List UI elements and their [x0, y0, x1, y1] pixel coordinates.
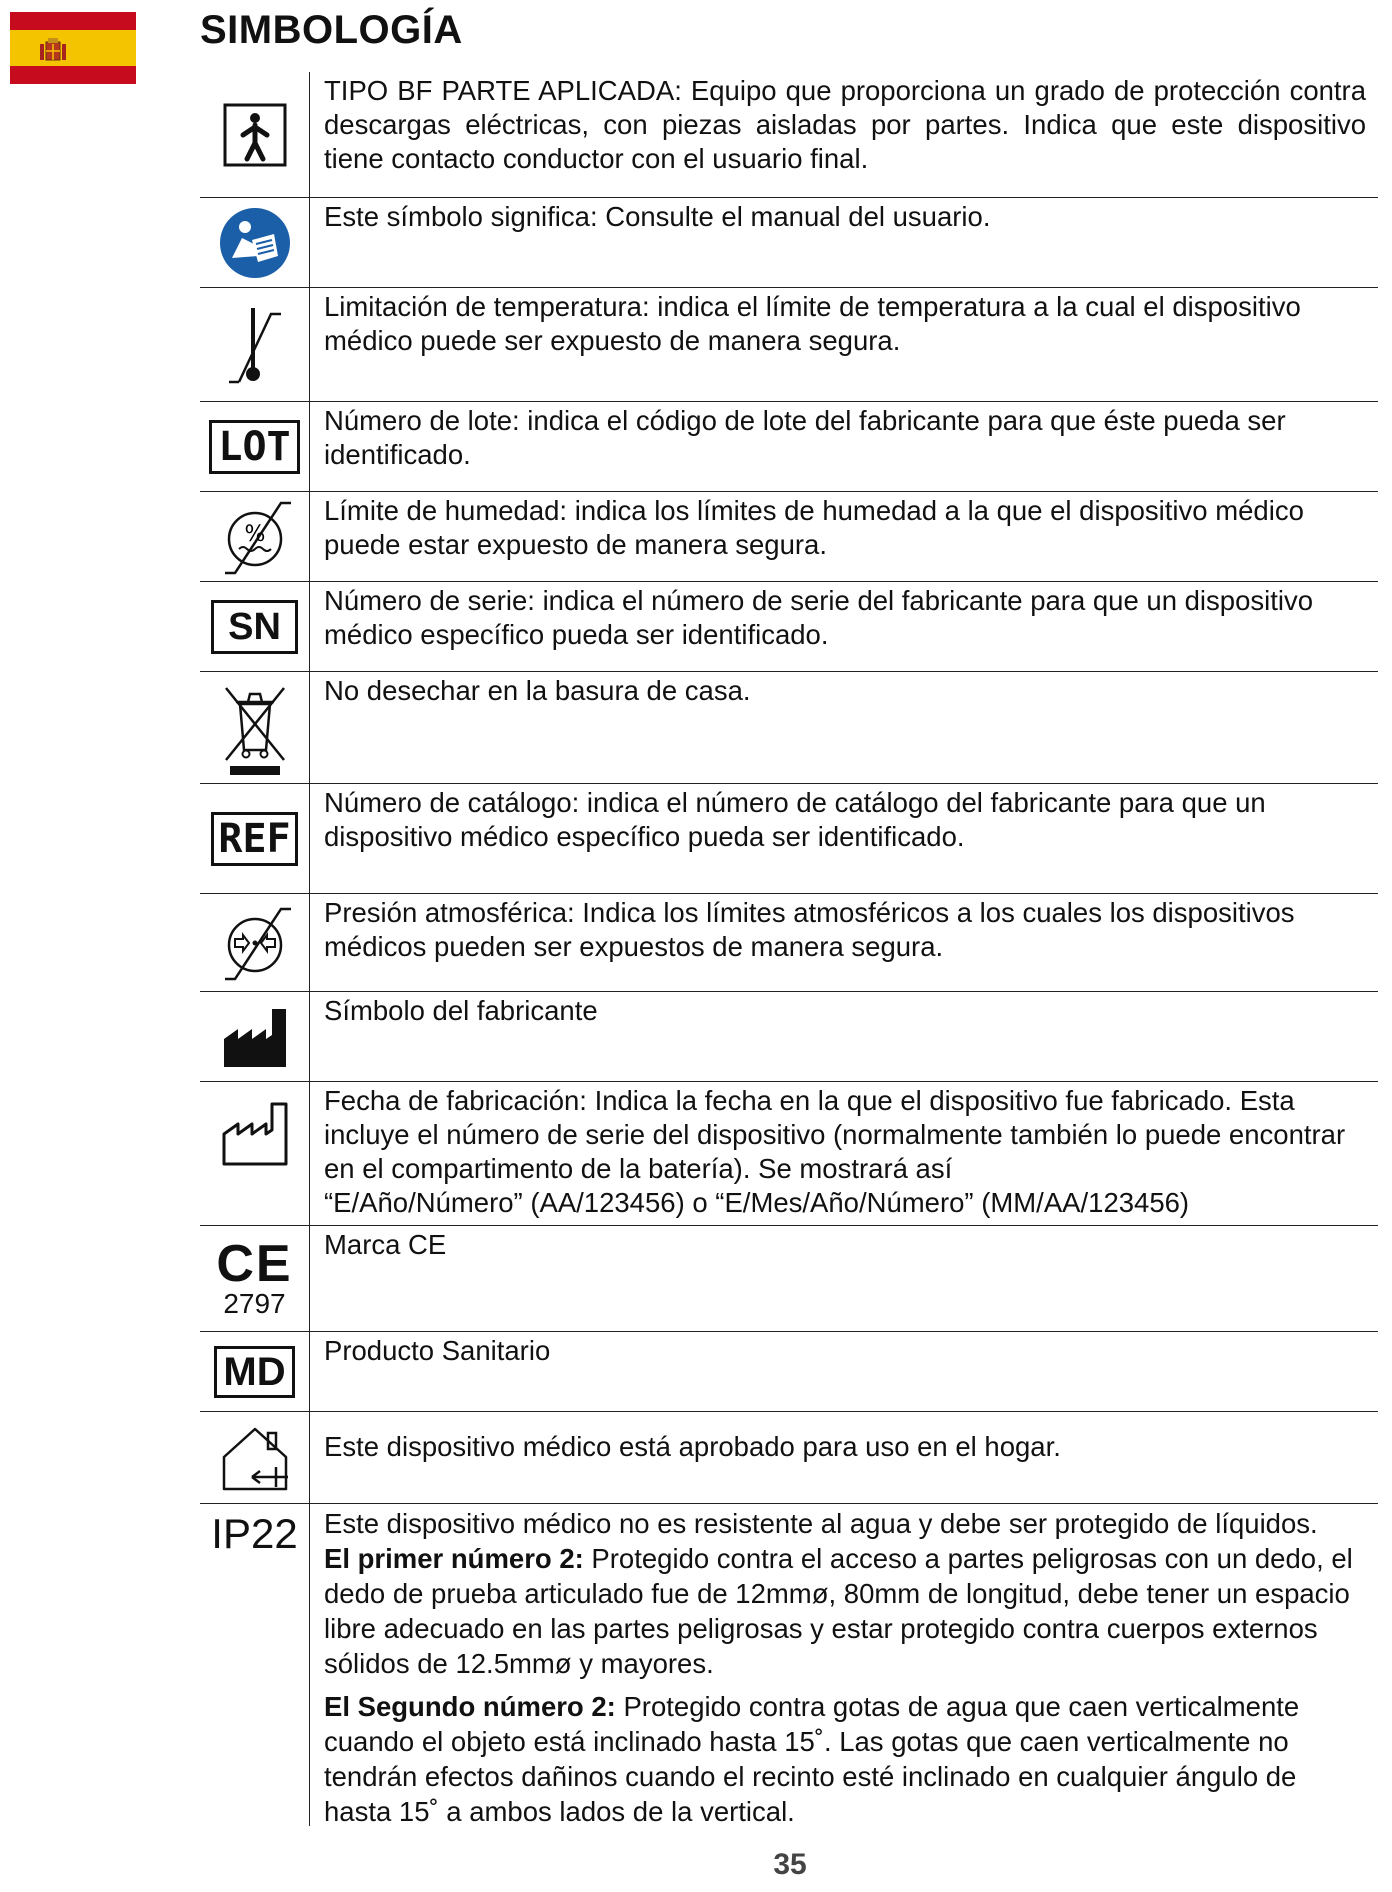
ip22-first-heading: El primer número 2:: [324, 1543, 584, 1574]
svg-text:%: %: [244, 521, 265, 547]
ip22-label: IP22: [211, 1510, 298, 1557]
lot-icon: [200, 402, 310, 491]
serial-number-icon: [200, 582, 310, 671]
symbol-description: Este dispositivo médico está aprobado para uso en el hogar.: [324, 1431, 1061, 1462]
humidity-limit-icon: [200, 492, 310, 581]
temperature-limit-icon: [200, 288, 310, 401]
symbol-description: Número de serie: indica el número de serie del fabricante para que un dispositivo médico específico pueda ser identificado.: [324, 585, 1314, 650]
ip22-first-text: Protegido contra el acceso a partes peligrosas con un dedo, el dedo de prueba articulado fue de 12mmø, 80mm de longitud, debe tener un espacio libre adecuado en las partes peligrosas y estar protegido contra cuerpos externos sólidos de 12.5mmø y mayores.: [324, 1543, 1353, 1679]
atmospheric-pressure-icon: [200, 894, 310, 991]
symbol-description: Número de lote: indica el código de lote del fabricante para que éste pueda ser identificado.: [324, 405, 1286, 470]
ce-label: CE: [216, 1234, 293, 1293]
symbol-row-manual: [200, 198, 1378, 288]
md-label: MD: [214, 1346, 294, 1398]
symbol-row-manufacture-date: [200, 1082, 1378, 1226]
symbol-description: [310, 1082, 1378, 1225]
symbol-row-pressure: [200, 894, 1378, 992]
symbol-description: [310, 1504, 1378, 1826]
ip22-icon: [200, 1504, 310, 1826]
symbol-row-weee: [200, 672, 1378, 784]
manufacture-date-format: “E/Año/Número” (AA/123456) o “E/Mes/Año/Número” (MM/AA/123456): [324, 1187, 1190, 1218]
type-bf-applied-part-icon: [200, 72, 310, 197]
spain-flag: [10, 12, 136, 84]
symbol-row-serial: [200, 582, 1378, 672]
ip22-second-text: Protegido contra gotas de agua que caen verticalmente cuando el objeto está inclinado hasta 15˚. Las gotas que caen verticalmente no tendrán efectos dañinos cuando el recinto esté inclinado en cualquier ángulo de hasta 15˚ a ambos lados de la vertical.: [324, 1691, 1300, 1827]
lot-label: LOT: [209, 420, 299, 474]
symbol-row-manufacturer: [200, 992, 1378, 1082]
symbol-description: TIPO BF PARTE APLICADA: Equipo que proporciona un grado de protección contra descargas eléctricas, con piezas aisladas por partes. Indica que este dispositivo tiene contacto conductor con el usuario final.: [324, 75, 1366, 174]
ip22-second-digit: [324, 1689, 1366, 1829]
page-title: SIMBOLOGÍA: [200, 8, 463, 52]
symbol-row-lot: [200, 402, 1378, 492]
symbol-row-home: [200, 1412, 1378, 1504]
weee-bin-icon: [200, 672, 310, 783]
symbol-description: Limitación de temperatura: indica el límite de temperatura a la cual el dispositivo médico puede ser expuesto de manera segura.: [324, 291, 1301, 356]
sn-label: SN: [211, 600, 298, 654]
symbol-description: Este símbolo significa: Consulte el manual del usuario.: [324, 201, 991, 232]
ce-notified-body: 2797: [223, 1287, 286, 1319]
home-use-icon: [200, 1412, 310, 1503]
manufacture-date-text: Fecha de fabricación: Indica la fecha en la que el dispositivo fue fabricado. Esta incluye el número de serie del dispositivo (normalmente también lo puede encontrar en el compartimento de la batería). Se mostrará así: [324, 1085, 1346, 1184]
symbol-description: Número de catálogo: indica el número de catálogo del fabricante para que un dispositivo médico específico pueda ser identificado.: [324, 787, 1266, 852]
ce-mark-icon: [200, 1226, 310, 1331]
symbol-row-humidity: [200, 492, 1378, 582]
symbol-description: Límite de humedad: indica los límites de humedad a la que el dispositivo médico puede estar expuesto de manera segura.: [324, 495, 1304, 560]
page-number: 35: [773, 1848, 807, 1881]
symbol-description: Presión atmosférica: Indica los límites atmosféricos a los cuales los dispositivos médicos pueden ser expuestos de manera segura.: [324, 897, 1295, 962]
ip22-second-heading: El Segundo número 2:: [324, 1691, 616, 1722]
ref-label: REF: [211, 812, 297, 866]
manufacturer-icon: [200, 992, 310, 1081]
symbol-description: Producto Sanitario: [324, 1335, 551, 1366]
symbol-row-bf: [200, 72, 1378, 198]
manufacture-date-icon: [200, 1082, 310, 1225]
ref-icon: [200, 784, 310, 893]
symbol-description: Marca CE: [324, 1229, 447, 1260]
symbols-table: [200, 72, 1378, 1826]
symbol-row-md: [200, 1332, 1378, 1412]
symbol-row-ip22: [200, 1504, 1378, 1826]
consult-manual-icon: [200, 198, 310, 287]
symbol-row-ce: [200, 1226, 1378, 1332]
ip22-intro: Este dispositivo médico no es resistente al agua y debe ser protegido de líquidos.: [324, 1508, 1318, 1539]
ip22-first-digit: [324, 1541, 1366, 1681]
symbol-description: Símbolo del fabricante: [324, 995, 598, 1026]
medical-device-icon: [200, 1332, 310, 1411]
symbol-description: No desechar en la basura de casa.: [324, 675, 751, 706]
symbol-row-temperature: [200, 288, 1378, 402]
symbol-row-ref: [200, 784, 1378, 894]
